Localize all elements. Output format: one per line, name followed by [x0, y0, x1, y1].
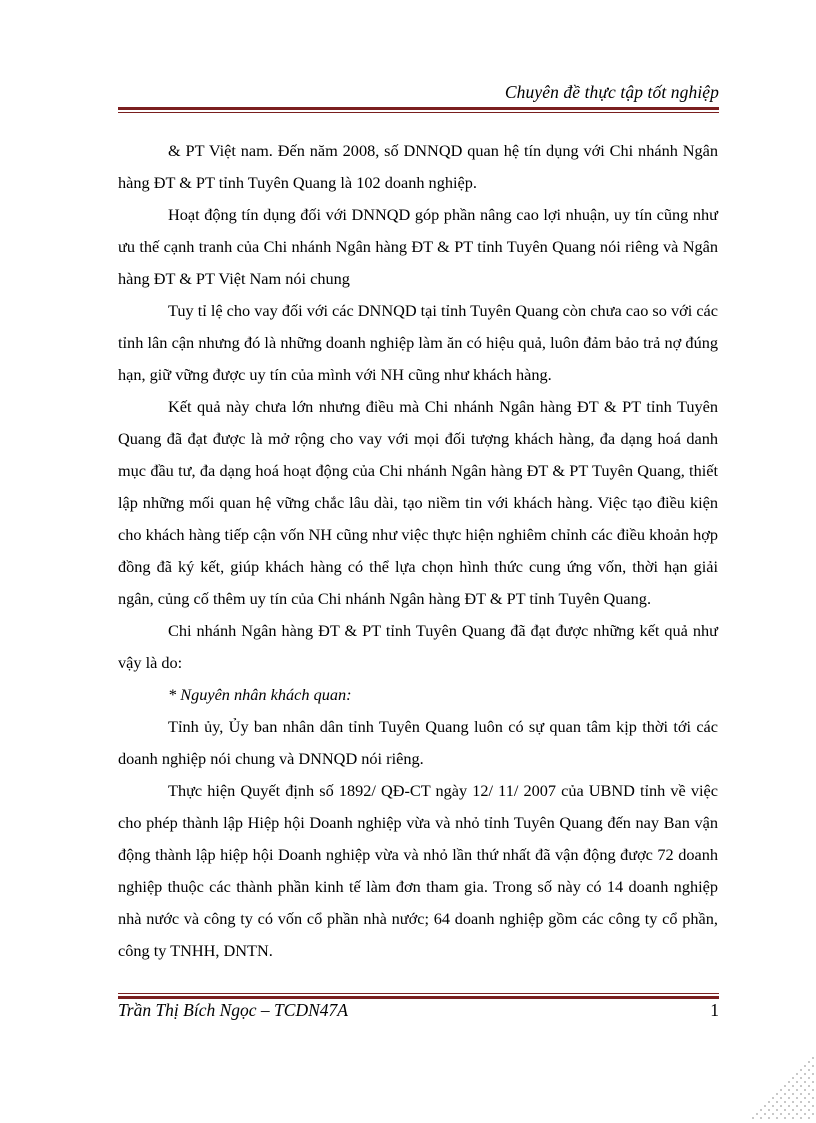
paragraph: Tỉnh ủy, Ủy ban nhân dân tỉnh Tuyên Quang luôn có sự quan tâm kịp thời tới các doanh nghiệp nói chung và DNNQD nói riêng. — [118, 717, 718, 768]
paragraph: Thực hiện Quyết định số 1892/ QĐ-CT ngày 12/ 11/ 2007 của UBND tỉnh về việc cho phép thành lập Hiệp hội Doanh nghiệp vừa và nhỏ tỉnh Tuyên Quang đến nay Ban vận động thành lập hiệp hội Doanh nghiệp vừa và nhỏ lần thứ nhất đã vận động được 72 doanh nghiệp thuộc các thành phần kinh tế làm đơn tham gia. Trong số này có 14 doanh nghiệp nhà nước và công ty có vốn cổ phần nhà nước; 64 doanh nghiệp gồm các công ty cổ phần, công ty TNHH, DNTN. — [118, 781, 718, 960]
paragraph: Tuy tỉ lệ cho vay đối với các DNNQD tại tỉnh Tuyên Quang còn chưa cao so với các tỉnh lân cận nhưng đó là những doanh nghiệp làm ăn có hiệu quả, luôn đảm bảo trả nợ đúng hạn, giữ vững được uy tín của mình với NH cũng như khách hàng. — [118, 301, 718, 384]
document-body — [118, 135, 718, 967]
section-heading-objective-causes: * Nguyên nhân khách quan: — [168, 685, 352, 704]
paragraph: Kết quả này chưa lớn nhưng điều mà Chi nhánh Ngân hàng ĐT & PT tỉnh Tuyên Quang đã đạt được là mở rộng cho vay với mọi đối tượng khách hàng, đa dạng hoá danh mục đầu tư, đa dạng hoá hoạt động của Chi nhánh Ngân hàng ĐT & PT Tuyên Quang, thiết lập những mối quan hệ vững chắc lâu dài, tạo niềm tin với khách hàng. Việc tạo điều kiện cho khách hàng tiếp cận vốn NH cũng như việc thực hiện nghiêm chỉnh các điều khoản hợp đồng đã ký kết, giúp khách hàng có thể lựa chọn hình thức cung ứng vốn, thời hạn giải ngân, củng cố thêm uy tín của Chi nhánh Ngân hàng ĐT & PT tỉnh Tuyên Quang. — [118, 397, 718, 608]
footer-rule — [118, 993, 719, 999]
page-number: 1 — [710, 1000, 719, 1020]
paragraph-continuation: & PT Việt nam. Đến năm 2008, số DNNQD quan hệ tín dụng với Chi nhánh Ngân hàng ĐT & PT tỉnh Tuyên Quang là 102 doanh nghiệp. — [118, 141, 718, 192]
footer-author: Trần Thị Bích Ngọc – TCDN47A — [118, 1000, 348, 1020]
header-title: Chuyên đề thực tập tốt nghiệp — [504, 82, 719, 102]
corner-dot-pattern — [746, 1053, 816, 1123]
paragraph: Hoạt động tín dụng đối với DNNQD góp phần nâng cao lợi nhuận, uy tín cũng như ưu thế cạnh tranh của Chi nhánh Ngân hàng ĐT & PT tỉnh Tuyên Quang nói riêng và Ngân hàng ĐT & PT Việt Nam nói chung — [118, 205, 718, 288]
paragraph: Chi nhánh Ngân hàng ĐT & PT tỉnh Tuyên Quang đã đạt được những kết quả như vậy là do: — [118, 621, 718, 672]
